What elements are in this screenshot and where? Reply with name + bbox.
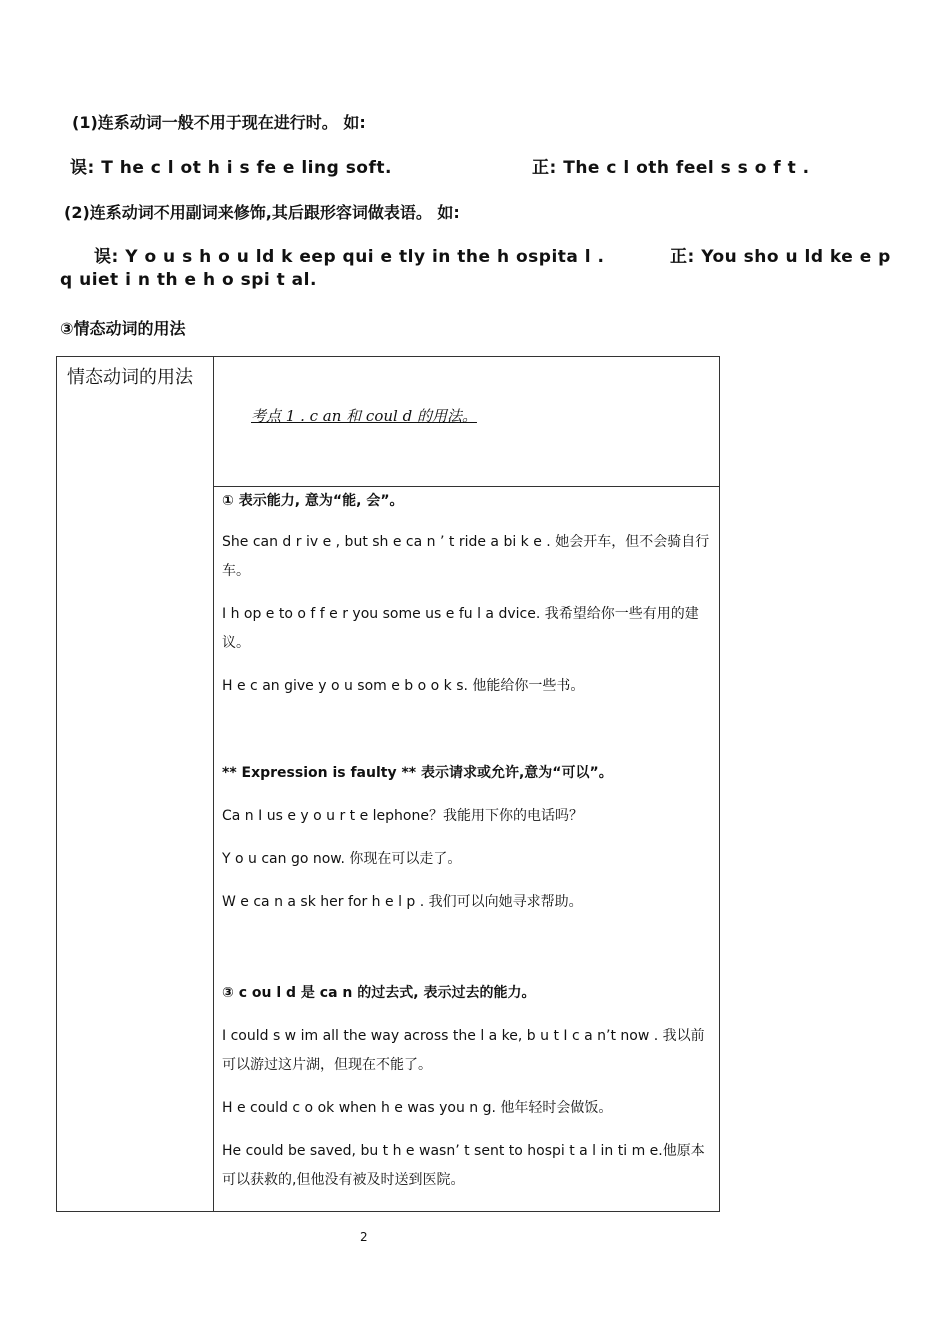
table-left-header: 情态动词的用法 bbox=[67, 367, 193, 388]
key-point-heading: 考点 1 . c an 和 coul d 的用法。 bbox=[251, 407, 477, 425]
example-sentence: I could s w im all the way across the l a ke, b u t I c a n’t now . 我以前可以游过这片湖，但现在不能了。 bbox=[222, 1028, 705, 1073]
usage-block-ability bbox=[222, 487, 714, 701]
usage-heading: ① 表示能力, 意为“能, 会”。 bbox=[222, 493, 404, 509]
rule-1-correct-example: 正: The c l oth feel s s o f t . bbox=[532, 158, 810, 178]
rule-2-wrong-example: 误: Y o u s h o u ld k eep qui e tly in the h ospita l . bbox=[94, 247, 605, 267]
usage-block-permission bbox=[222, 759, 714, 917]
usage-heading: ③ c ou l d 是 ca n 的过去式, 表示过去的能力。 bbox=[222, 985, 536, 1001]
example-sentence: I h op e to o f f e r you some us e fu l a dvice. 我希望给你一些有用的建议。 bbox=[222, 606, 699, 651]
rule-2-title: (2)连系动词不用副词来修饰,其后跟形容词做表语。 如: bbox=[64, 203, 460, 222]
example-sentence: Ca n I us e y o u r t e lephone？我能用下你的电话吗？ bbox=[222, 808, 583, 824]
rule-1-title: (1)连系动词一般不用于现在进行时。 如: bbox=[72, 113, 366, 132]
rule-2-correct-example-continued: q uiet i n th e h o spi t al. bbox=[60, 270, 317, 290]
example-sentence: H e could c o ok when h e was you n g. 他年轻时会做饭。 bbox=[222, 1100, 613, 1116]
rule-1-wrong-example: 误: T he c l ot h i s fe e ling soft. bbox=[70, 158, 392, 178]
example-sentence: H e c an give y o u som e b o o k s. 他能给你一些书。 bbox=[222, 678, 585, 694]
usage-block-past-ability bbox=[222, 979, 714, 1195]
section-title: ③情态动词的用法 bbox=[60, 319, 186, 338]
page-number: 2 bbox=[360, 1230, 368, 1244]
rule-2-correct-example: 正: You sho u ld ke e p bbox=[670, 247, 891, 267]
usage-table bbox=[56, 356, 720, 1212]
example-sentence: She can d r iv e , but sh e ca n ’ t ride a bi k e . 她会开车，但不会骑自行车。 bbox=[222, 534, 710, 579]
example-sentence: W e ca n a sk her for h e l p . 我们可以向她寻求帮助。 bbox=[222, 894, 583, 910]
example-sentence: He could be saved, bu t h e wasn’ t sent to hospi t a l in ti m e.他原本可以获救的,但他没有被及时送到医院。 bbox=[222, 1143, 705, 1188]
example-sentence: Y o u can go now. 你现在可以走了。 bbox=[222, 851, 462, 867]
usage-heading: ** Expression is faulty ** 表示请求或允许,意为“可以”。 bbox=[222, 765, 613, 781]
